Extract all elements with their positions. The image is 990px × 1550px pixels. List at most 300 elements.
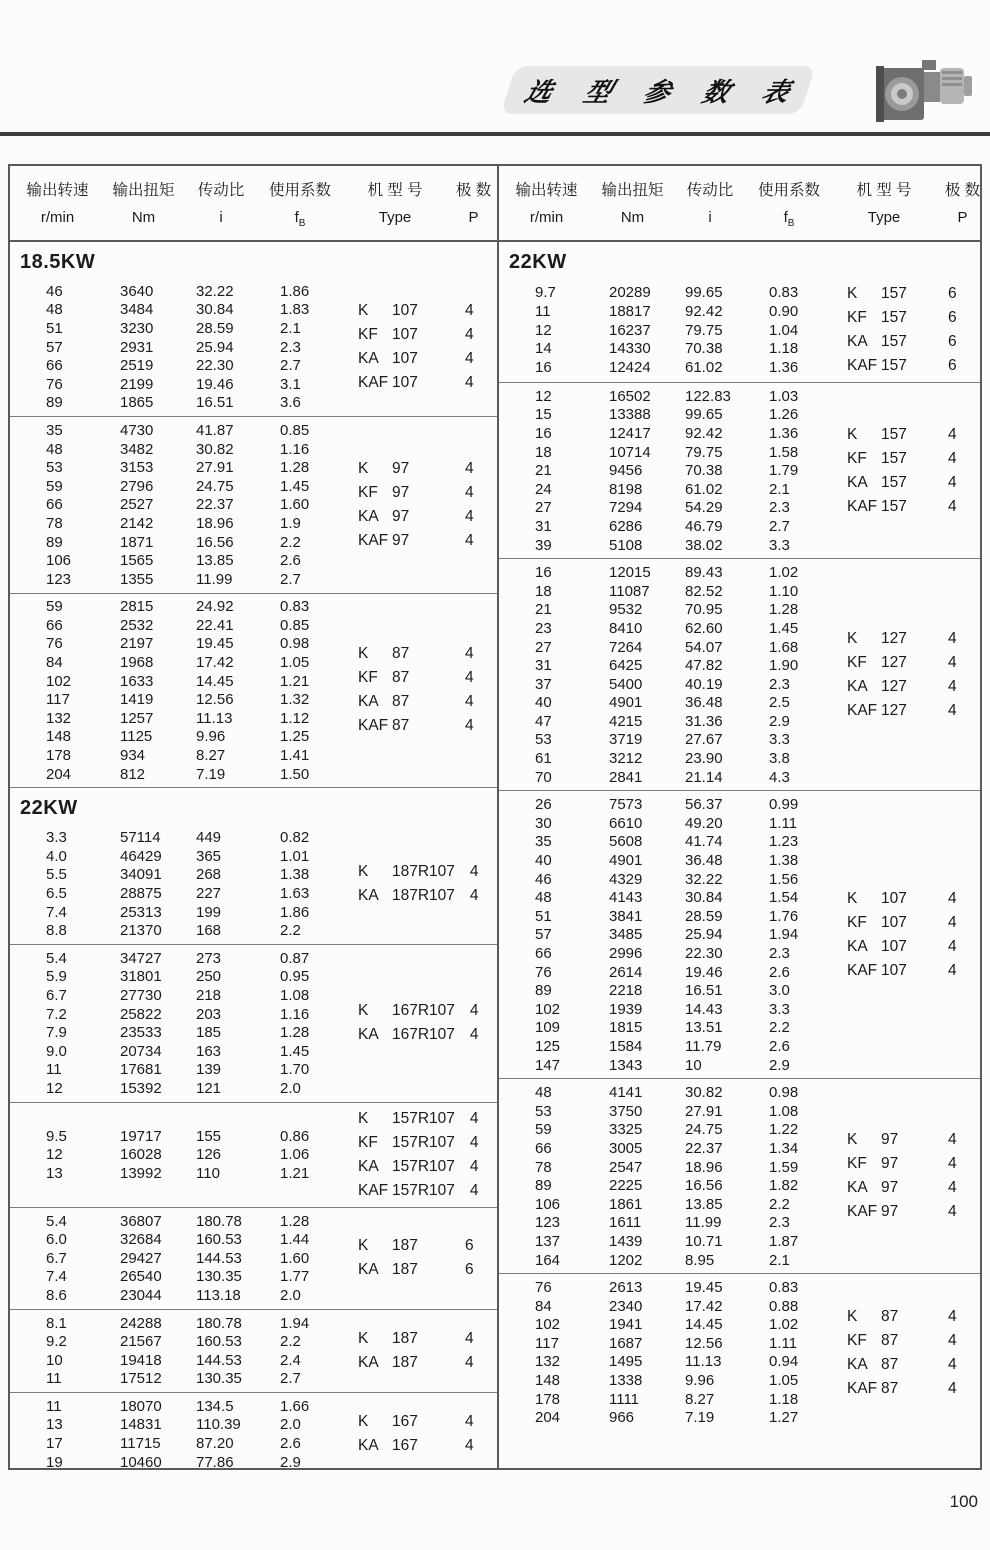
output-torque-value: 5400 [609, 675, 643, 693]
output-torque-value: 2197 [120, 635, 154, 653]
model-prefix: K [847, 889, 858, 907]
output-torque-value: 2613 [609, 1279, 643, 1297]
table-row [499, 1278, 829, 1297]
ratio-value: 8.95 [685, 1251, 715, 1269]
table-row [499, 638, 829, 657]
output-torque-value: 2142 [120, 514, 154, 532]
output-torque-value: 23533 [120, 1024, 162, 1042]
model-type: KA 167 [358, 1437, 418, 1455]
output-speed-value: 4.0 [46, 847, 67, 865]
output-torque-value: 46429 [120, 847, 162, 865]
table-row [499, 851, 829, 870]
pole-count: 4 [948, 1331, 957, 1349]
ratio-value: 62.60 [685, 619, 723, 637]
service-factor-value: 1.18 [769, 1390, 799, 1408]
output-speed-value: 84 [46, 654, 63, 672]
service-factor-value: 0.98 [280, 635, 310, 653]
output-speed-value: 59 [46, 598, 63, 616]
model-type: KAF 157 [847, 497, 907, 515]
header-label-cn: 极 数 [455, 181, 492, 199]
model-type: KF 157 [847, 449, 907, 467]
type-row [829, 627, 980, 651]
pole-count: 4 [948, 473, 957, 491]
output-speed-value: 51 [46, 319, 63, 337]
output-speed-value: 7.9 [46, 1024, 67, 1042]
table-row [499, 563, 829, 582]
output-speed-value: 26 [535, 796, 552, 814]
table-row [499, 1297, 829, 1316]
ratio-value: 36.48 [685, 852, 723, 870]
output-speed-value: 9.7 [535, 284, 556, 302]
model-type: K 157 [847, 285, 907, 302]
output-torque-value: 6425 [609, 657, 643, 675]
pole-count: 4 [948, 1307, 957, 1325]
pole-count: 4 [948, 913, 957, 931]
ratio-value: 87.20 [196, 1435, 234, 1453]
service-factor-value: 1.38 [280, 866, 310, 884]
table-row [10, 986, 340, 1005]
output-speed-value: 30 [535, 814, 552, 832]
table-row [10, 282, 340, 301]
type-row [829, 330, 980, 354]
output-speed-value: 78 [535, 1158, 552, 1176]
table-row [10, 570, 340, 589]
output-speed-value: 10 [46, 1351, 63, 1369]
service-factor-value: 1.45 [280, 477, 310, 495]
data-block [10, 1102, 497, 1207]
model-type: KA 107 [847, 937, 907, 955]
model-type: K 87 [847, 1307, 899, 1325]
ratio-value: 7.19 [685, 1409, 715, 1427]
data-block [499, 558, 980, 790]
model-prefix: KAF [847, 1379, 878, 1397]
table-row [499, 907, 829, 926]
table-row [10, 1453, 340, 1468]
table-row [499, 339, 829, 358]
output-torque-value: 2996 [609, 945, 643, 963]
service-factor-value: 0.86 [280, 1127, 310, 1145]
output-speed-value: 7.2 [46, 1005, 67, 1023]
model-type: KF 157 [847, 309, 907, 326]
model-prefix: K [358, 645, 369, 663]
ratio-value: 21.14 [685, 768, 723, 786]
header-unit: $f_B$ [783, 208, 795, 229]
model-type: K 167 [358, 1413, 418, 1431]
output-torque-value: 4901 [609, 694, 643, 712]
table-row [10, 514, 340, 533]
types-grid [340, 1107, 497, 1203]
type-row [340, 1155, 497, 1179]
service-factor-value: 1.05 [280, 654, 310, 672]
output-speed-value: 76 [535, 1279, 552, 1297]
table-row [499, 1019, 829, 1038]
type-row [829, 651, 980, 675]
output-torque-value: 1611 [609, 1214, 642, 1232]
ratio-value: 13.85 [685, 1195, 723, 1213]
output-speed-value: 148 [535, 1372, 561, 1390]
output-torque-value: 1111 [609, 1390, 640, 1408]
table-row [10, 440, 340, 459]
output-torque-value: 6286 [609, 517, 643, 535]
output-speed-value: 21 [535, 601, 552, 619]
model-type: K 187 [358, 1329, 418, 1347]
output-torque-value: 15392 [120, 1079, 162, 1097]
output-torque-value: 2218 [609, 982, 643, 1000]
type-row [340, 1410, 497, 1434]
ratio-value: 13.51 [685, 1019, 723, 1037]
service-factor-value: 1.05 [769, 1372, 799, 1390]
model-type: KA 97 [847, 1179, 899, 1197]
output-torque-value: 34727 [120, 949, 162, 967]
power-section [499, 242, 980, 1431]
ratio-value: 250 [196, 968, 222, 986]
ratio-value: 36.48 [685, 694, 723, 712]
types-grid [340, 457, 497, 553]
output-torque-value: 3005 [609, 1139, 643, 1157]
types-grid [829, 887, 980, 983]
pole-count: 4 [469, 1157, 479, 1175]
data-block [499, 1273, 980, 1431]
ratio-value: 40.19 [685, 675, 723, 693]
service-factor-value: 1.02 [769, 564, 799, 582]
service-factor-value: 1.45 [769, 619, 799, 637]
service-factor-value: 1.23 [769, 833, 799, 851]
output-speed-value: 3.3 [46, 829, 67, 847]
table-row [10, 1005, 340, 1024]
output-speed-value: 46 [46, 282, 63, 300]
table-row [499, 1195, 829, 1214]
service-factor-value: 1.28 [769, 601, 799, 619]
service-factor-value: 2.1 [769, 1251, 790, 1269]
type-row [340, 860, 497, 884]
output-speed-value: 15 [535, 406, 552, 424]
pole-count: 4 [469, 1181, 479, 1199]
type-row [340, 347, 497, 371]
pole-count: 4 [465, 1413, 474, 1431]
service-factor-value: 1.86 [280, 903, 310, 921]
data-block [10, 824, 497, 944]
model-prefix: KAF [358, 374, 389, 392]
output-torque-value: 1941 [609, 1316, 643, 1334]
table-row [10, 1332, 340, 1351]
table-row [10, 672, 340, 691]
ratio-value: 163 [196, 1042, 222, 1060]
table-row [10, 728, 340, 747]
model-type: K 187R107 [358, 863, 455, 881]
header-label-cn: 使用系数 [268, 181, 331, 199]
data-block [10, 1309, 497, 1392]
service-factor-value: 0.85 [280, 421, 310, 439]
model-prefix: KAF [847, 701, 878, 719]
pole-count: 4 [948, 1179, 957, 1197]
table-row [10, 884, 340, 903]
ratio-value: 22.30 [196, 357, 234, 375]
type-row [340, 1179, 497, 1203]
output-speed-value: 76 [46, 375, 63, 393]
pole-count: 4 [465, 374, 474, 392]
table-row [10, 1079, 340, 1098]
service-factor-value: 3.3 [769, 731, 790, 749]
pole-count: 6 [948, 285, 957, 302]
output-torque-value: 3640 [120, 282, 154, 300]
output-speed-value: 102 [46, 672, 72, 690]
table-row [10, 746, 340, 765]
types-grid [340, 642, 497, 738]
ratio-value: 168 [196, 922, 222, 940]
output-speed-value: 148 [46, 728, 72, 746]
header-label-cn: 输出转速 [515, 181, 578, 199]
service-factor-value: 2.3 [769, 675, 790, 693]
output-torque-value: 1565 [120, 552, 154, 570]
ratio-value: 32.22 [196, 282, 234, 300]
service-factor-value: 2.2 [280, 533, 301, 551]
output-speed-value: 8.6 [46, 1286, 67, 1304]
power-rating-label: 22KW [509, 251, 567, 273]
service-factor-value: 2.2 [769, 1019, 790, 1037]
service-factor-value: 1.94 [769, 926, 799, 944]
pole-count: 4 [465, 717, 474, 735]
header-unit: r/min [40, 208, 75, 226]
service-factor-value: 1.22 [769, 1121, 799, 1139]
ratio-value: 61.02 [685, 480, 723, 498]
model-type: KF 97 [358, 483, 410, 501]
table-row [10, 949, 340, 968]
ratio-value: 27.67 [685, 731, 723, 749]
output-speed-value: 132 [46, 709, 72, 727]
output-speed-value: 109 [535, 1019, 561, 1037]
selection-parameter-table [8, 164, 982, 1470]
service-factor-value: 2.3 [769, 499, 790, 517]
output-torque-value: 2815 [120, 598, 154, 616]
table-row [10, 616, 340, 635]
output-torque-value: 5608 [609, 833, 643, 851]
output-torque-value: 9456 [609, 462, 643, 480]
output-speed-value: 123 [535, 1214, 561, 1232]
model-type: KAF 127 [847, 701, 907, 719]
output-speed-value: 123 [46, 570, 72, 588]
types-grid [340, 1327, 497, 1375]
service-factor-value: 1.26 [769, 406, 799, 424]
output-torque-value: 11715 [120, 1435, 161, 1453]
output-torque-value: 13388 [609, 406, 651, 424]
type-row [829, 1200, 980, 1224]
table-row [499, 926, 829, 945]
output-torque-value: 29427 [120, 1249, 162, 1267]
pole-count: 4 [948, 1203, 957, 1221]
service-factor-value: 1.9 [280, 514, 301, 532]
output-torque-value: 1355 [120, 570, 154, 588]
output-speed-value: 6.7 [46, 986, 67, 1004]
model-type: KA 157 [847, 473, 907, 491]
model-prefix: K [847, 1307, 858, 1325]
model-type: K 87 [358, 645, 410, 663]
output-speed-value: 35 [535, 833, 552, 851]
output-speed-value: 9.2 [46, 1333, 67, 1351]
header-label-cn: 机 型 号 [856, 181, 912, 199]
table-row [499, 870, 829, 889]
ratio-value: 70.95 [685, 601, 723, 619]
output-speed-value: 46 [535, 870, 552, 888]
service-factor-value: 0.90 [769, 302, 799, 320]
type-row [340, 1434, 497, 1458]
output-torque-value: 3212 [609, 750, 643, 768]
output-torque-value: 2225 [609, 1177, 643, 1195]
table-row [499, 1251, 829, 1270]
table-row [499, 1334, 829, 1353]
model-type: K 187 [358, 1237, 418, 1255]
ratio-value: 19.45 [196, 635, 234, 653]
ratio-value: 365 [196, 847, 222, 865]
ratio-value: 160.53 [196, 1333, 242, 1351]
rows-grid [10, 949, 340, 1098]
table-row [10, 635, 340, 654]
pole-count: 4 [948, 497, 957, 515]
output-torque-value: 8198 [609, 480, 643, 498]
service-factor-value: 0.95 [280, 968, 310, 986]
ratio-value: 12.56 [685, 1334, 723, 1352]
table-row [10, 1434, 340, 1453]
service-factor-value: 1.77 [280, 1268, 310, 1286]
ratio-value: 19.46 [196, 375, 234, 393]
table-row [10, 828, 340, 847]
service-factor-value: 2.7 [280, 357, 301, 375]
pole-count: 4 [465, 326, 474, 344]
output-speed-value: 35 [46, 421, 63, 439]
table-row [10, 1023, 340, 1042]
service-factor-value: 1.32 [280, 691, 310, 709]
output-torque-value: 3230 [120, 319, 154, 337]
output-torque-value: 934 [120, 747, 146, 765]
table-row [499, 675, 829, 694]
output-torque-value: 17681 [120, 1061, 162, 1079]
model-type: K 167R107 [358, 1002, 455, 1020]
output-speed-value: 18 [535, 443, 552, 461]
output-speed-value: 117 [535, 1334, 559, 1352]
output-speed-value: 7.4 [46, 903, 67, 921]
service-factor-value: 2.6 [769, 1037, 790, 1055]
ratio-value: 268 [196, 866, 222, 884]
table-row [10, 1212, 340, 1231]
output-torque-value: 1815 [609, 1019, 643, 1037]
pole-count: 4 [465, 350, 474, 368]
ratio-value: 11.13 [685, 1353, 722, 1371]
pole-count: 4 [948, 701, 957, 719]
ratio-value: 11.79 [685, 1037, 722, 1055]
model-prefix: KF [358, 326, 378, 344]
model-prefix: KAF [358, 1181, 389, 1199]
types-grid [829, 423, 980, 519]
output-torque-value: 3750 [609, 1102, 643, 1120]
output-torque-value: 3719 [609, 731, 643, 749]
ratio-value: 185 [196, 1024, 222, 1042]
output-speed-value: 125 [535, 1037, 561, 1055]
output-speed-value: 61 [535, 750, 552, 768]
rows-grid [499, 387, 829, 554]
service-factor-value: 2.9 [769, 1056, 790, 1074]
table-row [10, 653, 340, 672]
ratio-value: 79.75 [685, 321, 723, 339]
table-row [10, 421, 340, 440]
service-factor-value: 1.08 [280, 986, 310, 1004]
power-rating-label: 22KW [20, 797, 78, 820]
service-factor-value: 1.21 [280, 1164, 310, 1182]
ratio-value: 22.37 [196, 496, 234, 514]
service-factor-value: 1.28 [280, 459, 310, 477]
table-row [499, 1176, 829, 1195]
header-unit: P [468, 208, 479, 226]
ratio-value: 28.59 [196, 319, 234, 337]
output-torque-value: 4901 [609, 852, 643, 870]
output-torque-value: 1257 [120, 709, 154, 727]
model-type: KF 97 [847, 1155, 899, 1173]
rows-grid [10, 421, 340, 588]
ratio-value: 70.38 [685, 340, 723, 358]
model-type: KA 87 [358, 693, 410, 711]
ratio-value: 180.78 [196, 1212, 242, 1230]
output-torque-value: 19717 [120, 1127, 162, 1145]
header-label-cn: 传动比 [686, 181, 734, 199]
model-type: K 107 [358, 302, 418, 320]
header-unit: P [957, 208, 968, 226]
service-factor-value: 1.86 [280, 282, 310, 300]
pole-count: 4 [948, 677, 957, 695]
output-speed-value: 12 [46, 1079, 63, 1097]
output-speed-value: 102 [535, 1316, 561, 1334]
table-row [499, 1232, 829, 1251]
pole-count: 4 [465, 669, 474, 687]
table-row [499, 833, 829, 852]
page-title: 选 型 参 数 表 [521, 76, 807, 107]
output-torque-value: 1202 [609, 1251, 643, 1269]
table-row [10, 301, 340, 320]
service-factor-value: 3.1 [280, 375, 301, 393]
output-torque-value: 5108 [609, 536, 643, 554]
service-factor-value: 1.56 [769, 870, 799, 888]
model-type: KA 107 [358, 350, 418, 368]
ratio-value: 126 [196, 1146, 222, 1164]
output-speed-value: 48 [46, 301, 63, 319]
pole-count: 4 [465, 531, 474, 549]
output-torque-value: 1125 [120, 728, 153, 746]
model-prefix: KAF [847, 357, 878, 374]
rows-grid [499, 1083, 829, 1269]
ratio-value: 7.19 [196, 765, 226, 783]
ratio-value: 16.56 [685, 1177, 723, 1195]
table-row [10, 1164, 340, 1183]
output-speed-value: 57 [46, 338, 63, 356]
table-row [499, 1056, 829, 1075]
ratio-value: 110.39 [196, 1416, 241, 1434]
output-torque-value: 3485 [609, 926, 643, 944]
ratio-value: 16.51 [196, 394, 234, 412]
rows-grid [10, 1127, 340, 1183]
header-unit: i [708, 208, 712, 226]
model-type: KAF 107 [358, 374, 418, 392]
pole-count: 4 [465, 1353, 474, 1371]
header-unit: r/min [529, 208, 564, 226]
type-row [340, 299, 497, 323]
model-prefix: KF [847, 1155, 867, 1173]
output-speed-value: 11 [46, 1397, 62, 1415]
model-type: KA 157 [847, 333, 907, 350]
ratio-value: 22.41 [196, 616, 234, 634]
service-factor-value: 2.9 [769, 712, 790, 730]
service-factor-value: 3.3 [769, 536, 790, 554]
ratio-value: 23.90 [685, 750, 723, 768]
ratio-value: 130.35 [196, 1370, 242, 1388]
output-speed-value: 117 [46, 691, 70, 709]
output-torque-value: 13992 [120, 1164, 162, 1182]
